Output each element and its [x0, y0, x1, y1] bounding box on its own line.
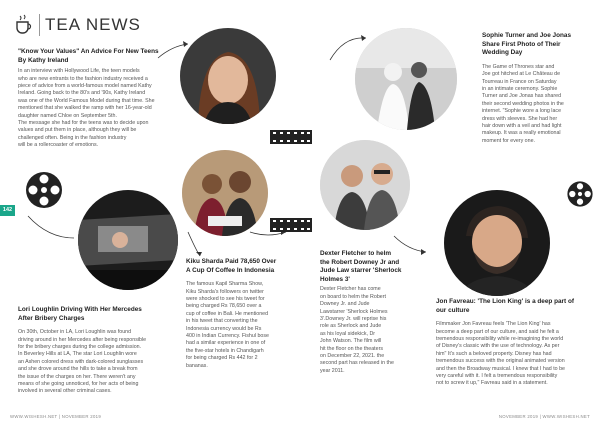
article-headline: "Know Your Values" An Advice For New Teens [18, 48, 159, 55]
article-headline: Lori Loughlin Driving With Her Mercedes After Bribery Charges [18, 306, 142, 322]
article-headline: Sophie Turner and Joe Jonas Share First Photo of Their Wedding Day [482, 32, 572, 57]
film-reel-icon [566, 180, 594, 208]
article-body: On 30th, October in LA, Lori Loughlin was found driving around in her Mercedes after being responsible for the bribery charges during the college admission. In Beverley Hills at LA, The star Lori Loughlin wore an Ashen colored dress with dark-colored sunglasses and she drove around the hills to take a break from the issue of the charges on her. There weren't any means of she going unnoticed, for her acts of being involved in several other criminal cases. [18, 329, 147, 395]
article-kathy [18, 48, 178, 150]
teacup-logo-icon [14, 14, 34, 36]
page-number-tab: 142 [0, 205, 15, 216]
dexter-fletcher-photo [320, 140, 410, 230]
film-strip-icon [270, 130, 312, 144]
jon-favreau-photo [444, 190, 550, 296]
article-sophie [482, 32, 594, 145]
masthead-divider [39, 14, 40, 36]
masthead-title: TEA NEWS [45, 15, 141, 34]
sophie-joe-wedding-photo [355, 28, 457, 130]
masthead [14, 14, 141, 36]
article-headline: Jon Favreau: 'The Lion King' is a deep part of our culture [436, 298, 574, 314]
article-byline: By Kathy Ireland [18, 56, 69, 64]
footer-right: NOVEMBER 2019 | WWW.WISHESH.NET [498, 414, 590, 419]
article-jon [436, 298, 596, 388]
article-headline: Dexter Fletcher to helm the Robert Downey Jr and Jude Law starrer 'Sherlock Holmes 3' [320, 250, 402, 283]
article-lori [18, 306, 184, 396]
article-body: The famous Kapil Sharma Show, Kiku Sharda's followers on twitter were shocked to see his tweet for being charged Rs 78,650 over a cup of coffee in Bali. He mentioned in his tweet that converting the Indonesia currency would be Rs 400 in Indian Currency. Fishul bose had a similar experience in one of the five-star hotels in Chandigarh for being charged Rs 442 for 2 bananas. [186, 281, 269, 369]
article-kiku [186, 258, 290, 370]
article-body: Filmmaker Jon Favreau feels 'The Lion King' has become a deep part of our culture, and said he felt a tremendous responsibility while re-imagining the world of Disney's classic with the use of technology. As per him" It's such a beloved property. Disney has had tremendous success with the original animated version and then the Broadway musical. I knew that I had to be very careful with it. I felt a tremendous responsibility not to screw it up," Favreau said in a statement. [436, 321, 565, 387]
article-dexter [320, 250, 420, 375]
article-body: Dexter Fletcher has come on board to helm the Robert Downey Jr. and Jude Lawstarrer 'Sherlock Holmes 3'.Downey Jr. will reprise his role as Sherlock and Jude as his loyal sidekick, Dr John Watson. The film will hit the floor on the theaters on December 22, 2021. the second part has released in the year 2011. [320, 286, 394, 374]
article-body: In an interview with Hollywood Life, the teen models who are new entrants to the fashion industry received a piece of advice from a world-famous model named Kathy Ireland. Going back to the 80's and '90s, Kathy Ireland was one of the World Famous Model during that time. She mentioned that she walked the ramp with her 16-year-old daughter named Chloe on September 5th. The message she had for the teens was to decide upon values and put them in place, although they will be challenged often. Being in the fashion industry will be a rollercoaster of emotions. [18, 68, 155, 149]
footer-left: WWW.WISHESH.NET | NOVEMBER 2019 [10, 414, 102, 419]
film-reel-icon [24, 170, 64, 210]
article-headline: Kiku Sharda Paid 78,650 Over A Cup Of Coffee In Indonesia [186, 258, 277, 274]
kathy-ireland-photo [180, 28, 276, 124]
lori-loughlin-car-photo [78, 190, 178, 290]
film-strip-icon [270, 218, 312, 232]
article-body: The Game of Thrones star and Joe got hitched at Le Château de Tourreau in France on Saturday in an intimate ceremony. Sophie Turner and Joe Jonas has shared their second wedding photos in the internet. "Sophie wore a long lace dress with sleeves. She had her hair down with a veil and had light makeup. It was a really emotional moment for every one. [482, 63, 564, 144]
kiku-sharda-photo [182, 150, 268, 236]
